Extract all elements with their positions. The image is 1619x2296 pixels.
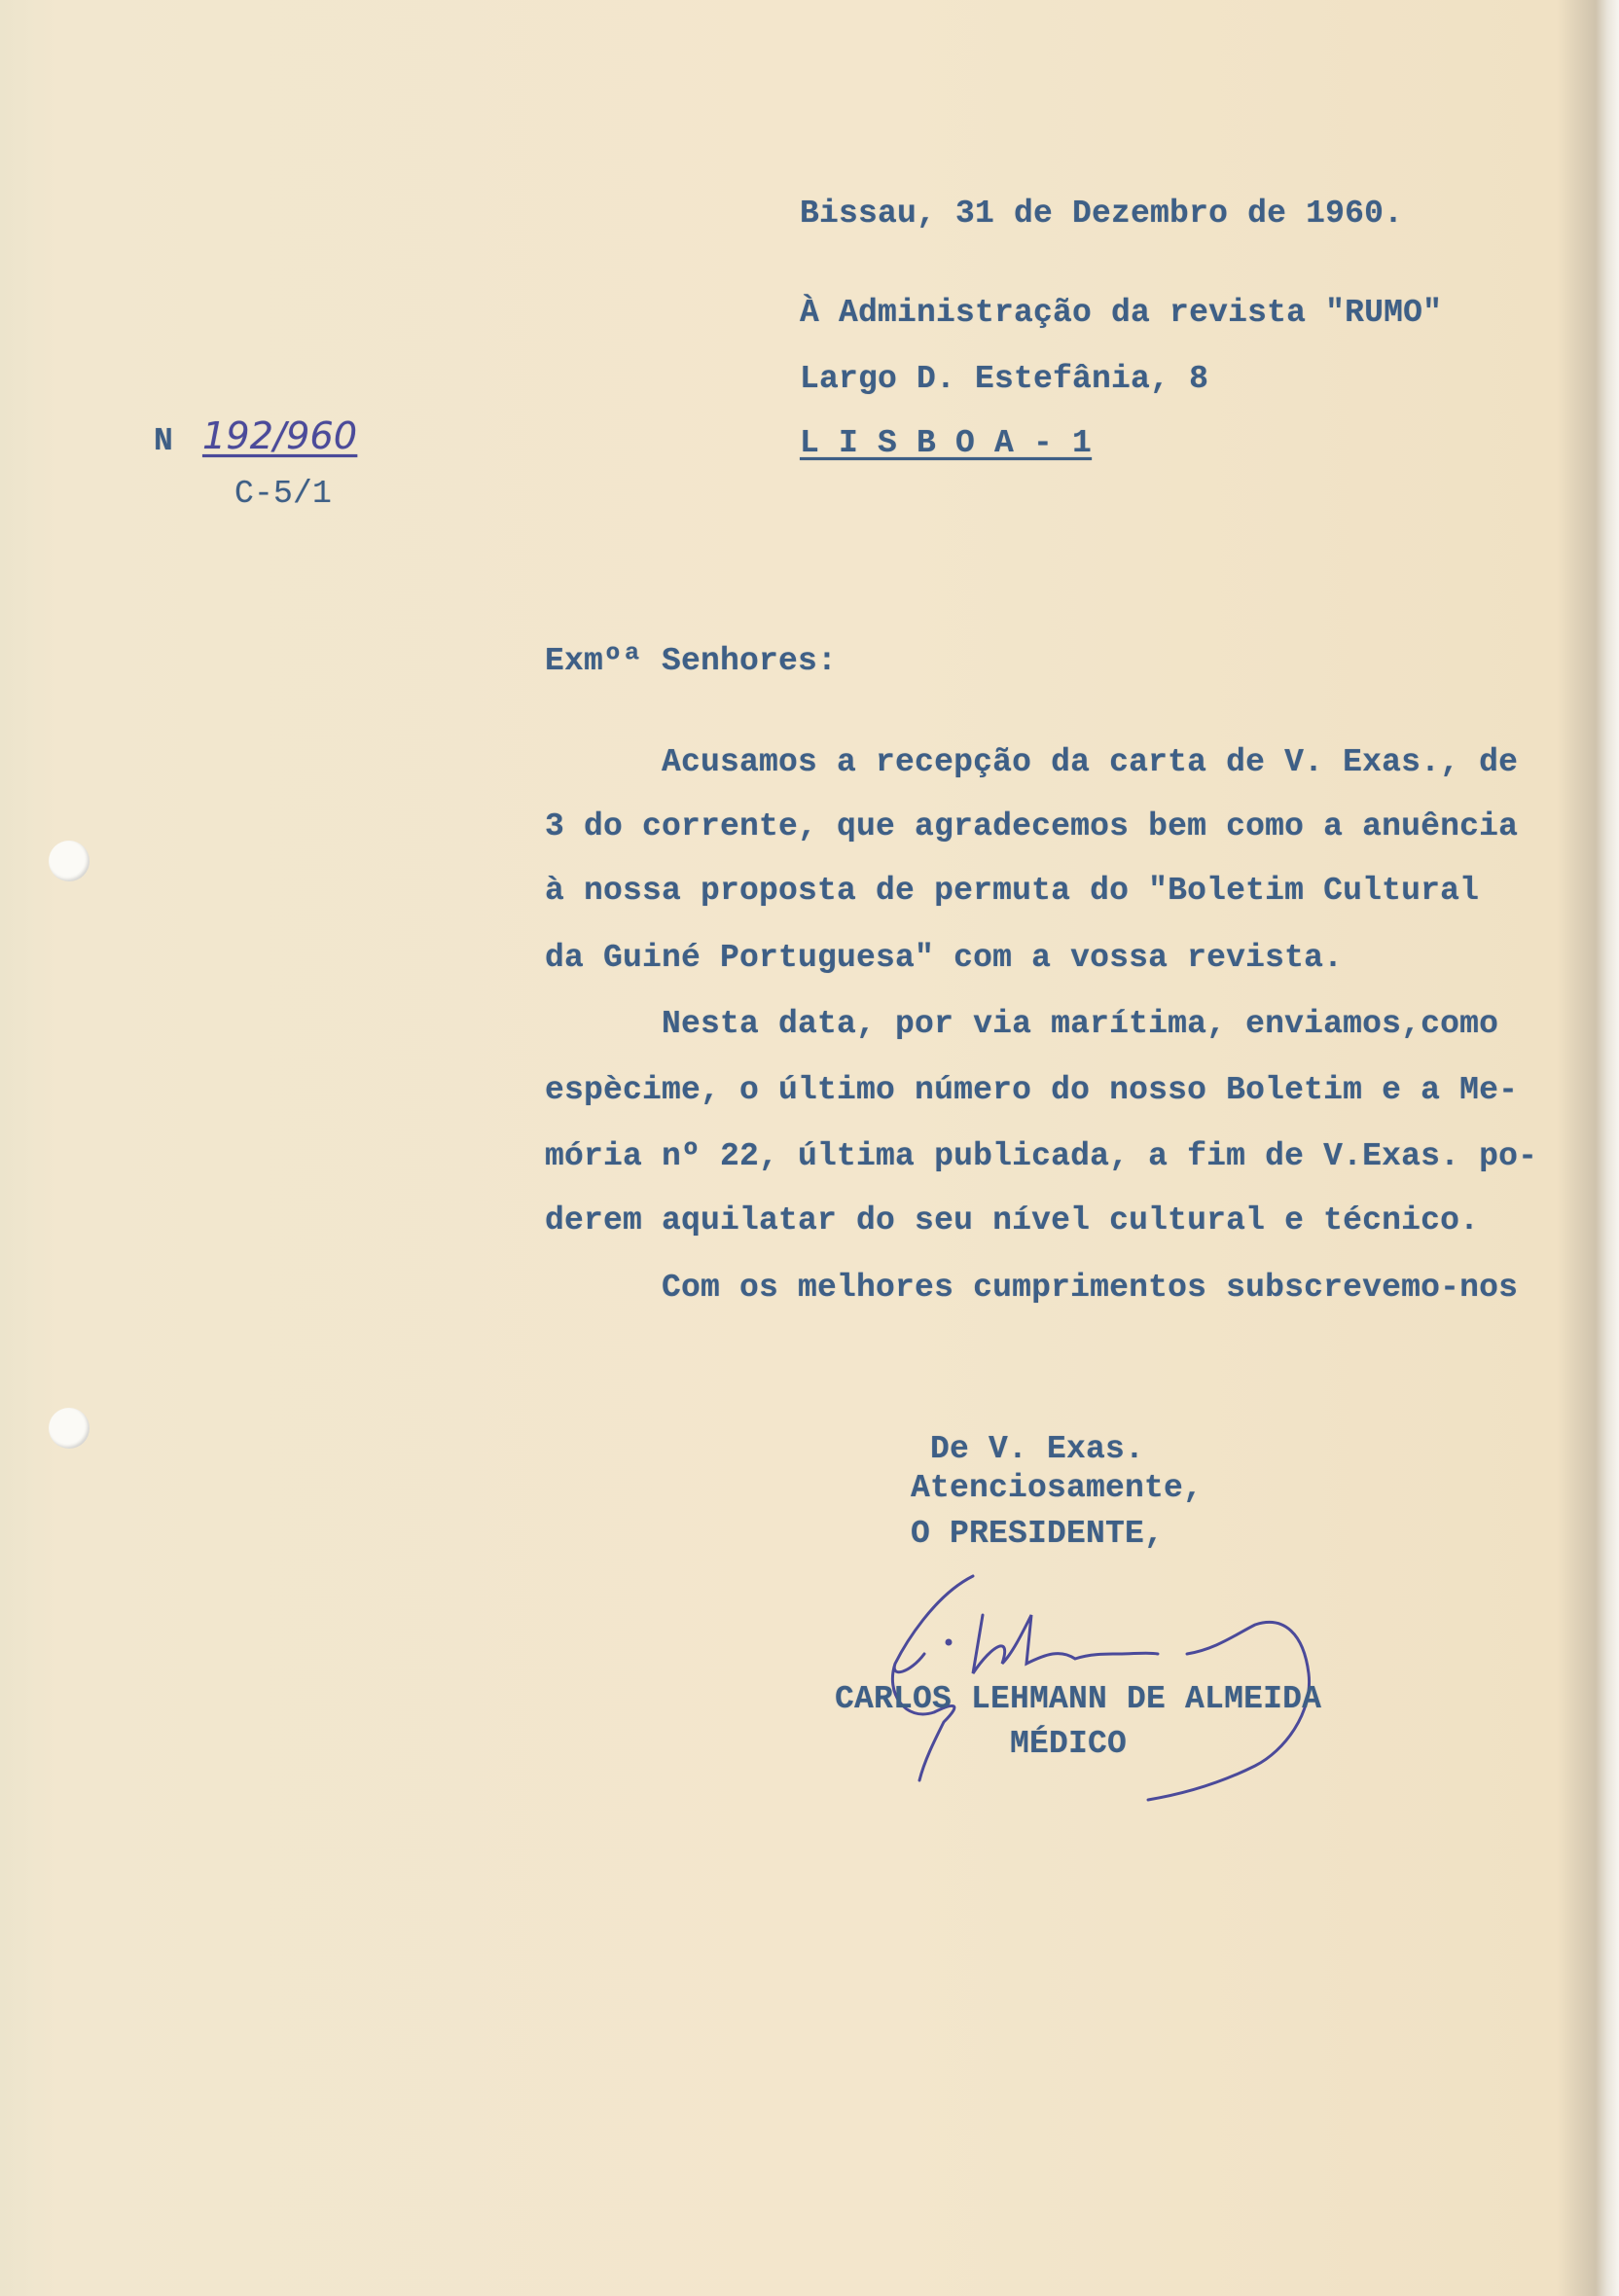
- body-line: Acusamos a recepção da carta de V. Exas., de: [545, 744, 1519, 780]
- signatory-name: CARLOS LEHMANN DE ALMEIDA: [835, 1681, 1322, 1717]
- body-line: da Guiné Portuguesa" com a vossa revista.: [545, 940, 1344, 976]
- recipient-line-1: À Administração da revista "RUMO": [800, 295, 1443, 331]
- body-line: mória nº 22, última publicada, a fim de V.Exas. po-: [545, 1138, 1538, 1174]
- recipient-city: L I S B O A - 1: [800, 425, 1093, 461]
- closing-line-2: Atenciosamente,: [911, 1470, 1204, 1506]
- closing-line-3: O PRESIDENTE,: [911, 1516, 1165, 1552]
- body-line: Com os melhores cumprimentos subscrevemo-nos: [545, 1270, 1519, 1306]
- recipient-line-2: Largo D. Estefânia, 8: [800, 361, 1209, 397]
- reference-number: 192/960: [202, 414, 358, 457]
- body-line: 3 do corrente, que agradecemos bem como a anuência: [545, 808, 1519, 844]
- signatory-title: MÉDICO: [1010, 1726, 1128, 1762]
- body-line: derem aquilatar do seu nível cultural e técnico.: [545, 1202, 1480, 1238]
- salutation: Exmºª Senhores:: [545, 643, 838, 679]
- closing-line-1: De V. Exas.: [930, 1431, 1145, 1467]
- punch-hole-bottom: [49, 1408, 90, 1449]
- punch-hole-top: [49, 841, 90, 881]
- body-line: Nesta data, por via marítima, enviamos,como: [545, 1006, 1499, 1042]
- body-line: espècime, o último número do nosso Boletim e a Me-: [545, 1072, 1519, 1108]
- body-line: à nossa proposta de permuta do "Boletim Cultural: [545, 873, 1480, 909]
- reference-prefix: N: [154, 423, 174, 459]
- date-line: Bissau, 31 de Dezembro de 1960.: [800, 196, 1404, 232]
- reference-code: C-5/1: [234, 476, 333, 512]
